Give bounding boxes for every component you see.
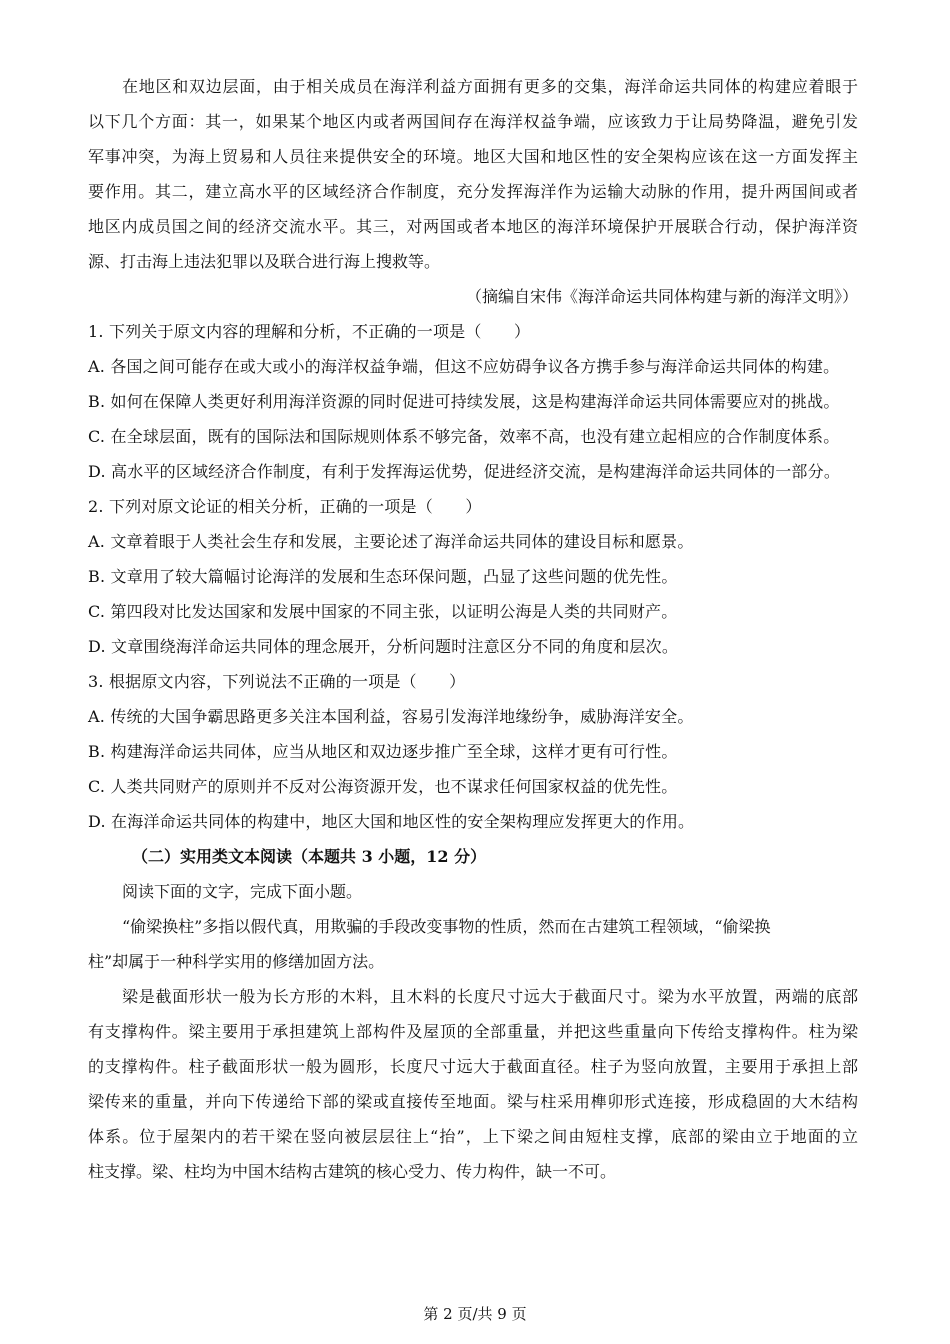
answer-option: A. 文章着眼于人类社会生存和发展，主要论述了海洋命运共同体的建设目标和愿景。 <box>88 532 694 551</box>
section-heading: （二）实用类文本阅读（本题共 3 小题，12 分） <box>132 847 487 866</box>
text-line: “偷梁换柱”多指以假代真，用欺骗的手段改变事物的性质，然而在古建筑工程领域，“偷梁换 <box>122 917 771 936</box>
text-line: 体系。位于屋架内的若干梁在竖向被层层往上“抬”，上下梁之间由短柱支撑，底部的梁由立于地面的立 <box>88 1127 858 1146</box>
answer-option: D. 在海洋命运共同体的构建中，地区大国和地区性的安全架构理应发挥更大的作用。 <box>88 812 695 831</box>
text-line: 柱支撑。梁、柱均为中国木结构古建筑的核心受力、传力构件，缺一不可。 <box>88 1162 617 1181</box>
text-line: 地区内成员国之间的经济交流水平。其三，对两国或者本地区的海洋环境保护开展联合行动，保护海洋资 <box>88 217 858 236</box>
text-line: 柱”却属于一种科学实用的修缮加固方法。 <box>88 952 385 971</box>
text-line: 梁传来的重量，并向下传递给下部的梁或直接传至地面。梁与柱采用榫卯形式连接，形成稳固的大木结构 <box>88 1092 858 1111</box>
question-2 <box>88 489 858 664</box>
answer-option: C. 第四段对比发达国家和发展中国家的不同主张，以证明公海是人类的共同财产。 <box>88 602 678 621</box>
text-line: 有支撑构件。梁主要用于承担建筑上部构件及屋顶的全部重量，并把这些重量向下传给支撑构件。柱为梁 <box>88 1022 858 1041</box>
answer-option: D. 高水平的区域经济合作制度，有利于发挥海运优势，促进经济交流，是构建海洋命运共同体的一部分。 <box>88 462 841 481</box>
document-body <box>88 69 858 1189</box>
text-line: 以下几个方面：其一，如果某个地区内或者两国间存在海洋权益争端，应该致力于让局势降温，避免引发 <box>88 112 858 131</box>
passage-paragraph <box>88 69 858 314</box>
answer-option: A. 各国之间可能存在或大或小的海洋权益争端，但这不应妨碍争议各方携手参与海洋命运共同体的构建。 <box>88 357 840 376</box>
answer-option: C. 人类共同财产的原则并不反对公海资源开发，也不谋求任何国家权益的优先性。 <box>88 777 678 796</box>
page-number: 第 2 页/共 9 页 <box>423 1305 527 1323</box>
answer-option: B. 构建海洋命运共同体，应当从地区和双边逐步推广至全球，这样才更有可行性。 <box>88 742 678 761</box>
answer-option: B. 文章用了较大篇幅讨论海洋的发展和生态环保问题，凸显了这些问题的优先性。 <box>88 567 678 586</box>
answer-option: A. 传统的大国争霸思路更多关注本国利益，容易引发海洋地缘纷争，威胁海洋安全。 <box>88 707 694 726</box>
question-stem: 2. 下列对原文论证的相关分析，正确的一项是（ ） <box>88 497 482 516</box>
paragraph <box>88 909 858 979</box>
paragraph <box>88 979 858 1189</box>
text-line: 在地区和双边层面，由于相关成员在海洋利益方面拥有更多的交集，海洋命运共同体的构建应着眼于 <box>122 77 858 96</box>
text-line: 军事冲突，为海上贸易和人员往来提供安全的环境。地区大国和地区性的安全架构应该在这一方面发挥主 <box>88 147 858 166</box>
question-3 <box>88 664 858 839</box>
answer-option: C. 在全球层面，既有的国际法和国际规则体系不够完备，效率不高，也没有建立起相应的合作制度体系。 <box>88 427 840 446</box>
question-1 <box>88 314 858 489</box>
text-line: 的支撑构件。柱子截面形状一般为圆形，长度尺寸远大于截面直径。柱子为竖向放置，主要用于承担上部 <box>88 1057 858 1076</box>
text-line: 要作用。其二，建立高水平的区域经济合作制度，充分发挥海洋作为运输大动脉的作用，提升两国间或者 <box>88 182 858 201</box>
text-line: 源、打击海上违法犯罪以及联合进行海上搜救等。 <box>88 252 441 271</box>
instruction: 阅读下面的文字，完成下面小题。 <box>122 882 363 901</box>
source-citation: （摘编自宋伟《海洋命运共同体构建与新的海洋文明》） <box>465 287 858 306</box>
answer-option: B. 如何在保障人类更好利用海洋资源的同时促进可持续发展，这是构建海洋命运共同体需要应对的挑战。 <box>88 392 840 411</box>
question-stem: 3. 根据原文内容，下列说法不正确的一项是（ ） <box>88 672 466 691</box>
text-line: 梁是截面形状一般为长方形的木料，且木料的长度尺寸远大于截面尺寸。梁为水平放置，两端的底部 <box>122 987 858 1006</box>
answer-option: D. 文章围绕海洋命运共同体的理念展开，分析问题时注意区分不同的角度和层次。 <box>88 637 679 656</box>
question-stem: 1. 下列关于原文内容的理解和分析，不正确的一项是（ ） <box>88 322 531 341</box>
